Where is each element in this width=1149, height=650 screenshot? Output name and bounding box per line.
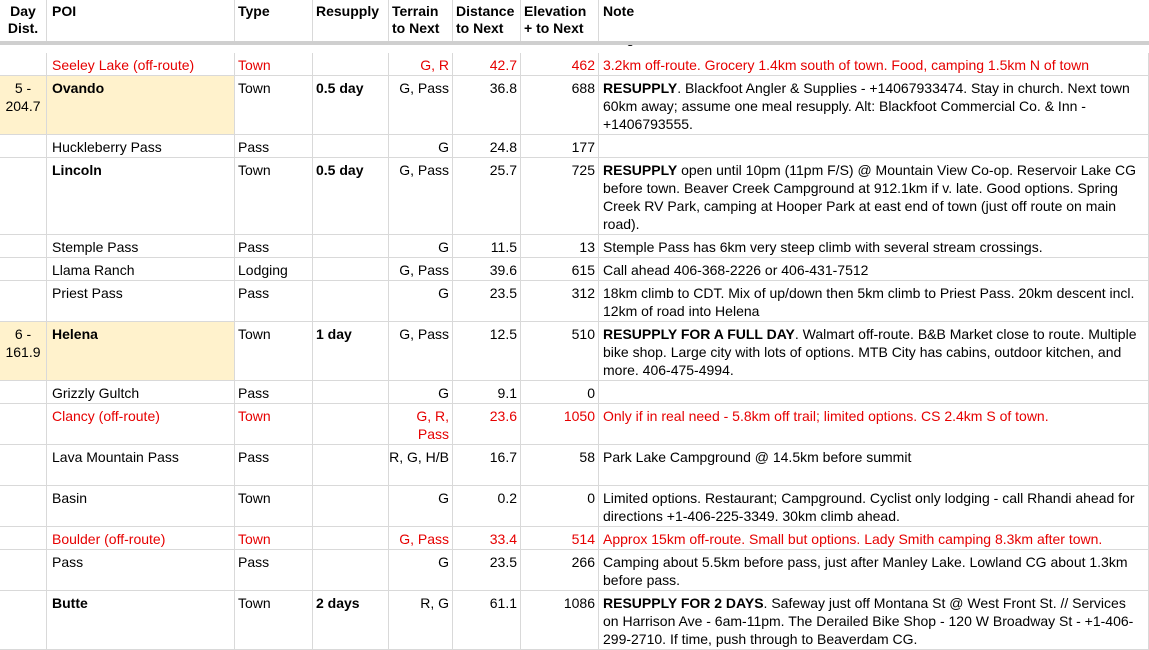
- cell-poi[interactable]: Llama Ranch: [47, 258, 235, 280]
- table-row: [0, 76, 1149, 135]
- cell-terrain[interactable]: G, Pass: [389, 322, 453, 380]
- cell-terrain[interactable]: G, Pass: [389, 258, 453, 280]
- cell-terrain[interactable]: G: [389, 486, 453, 526]
- cell-note[interactable]: [599, 322, 1149, 380]
- table-row: [0, 158, 1149, 235]
- cell-elevation[interactable]: 266: [521, 550, 599, 590]
- cell-elevation[interactable]: 58: [521, 445, 599, 485]
- cell-terrain[interactable]: G: [389, 235, 453, 257]
- cell-note[interactable]: [599, 486, 1149, 526]
- header-day-dist[interactable]: Day Dist.: [0, 0, 47, 41]
- note-text: open until 10pm (11pm F/S) @ Mountain View Co-op. Reservoir Lake CG before town. Beaver Creek Campground at 912.1km if v. late. Good options. Spring Creek RV Park, camping at Hooper Park at east end of town (just off route on main road).: [603, 162, 1136, 232]
- cell-day-dist[interactable]: [0, 550, 47, 590]
- cell-elevation[interactable]: 510: [521, 322, 599, 380]
- cell-resupply[interactable]: [313, 527, 389, 549]
- cell-resupply[interactable]: [313, 53, 389, 75]
- cell-note[interactable]: [599, 591, 1149, 649]
- cell-distance[interactable]: 23.6: [453, 404, 521, 444]
- cell-terrain[interactable]: G, Pass: [389, 527, 453, 549]
- cell-type[interactable]: Pass: [235, 235, 313, 257]
- header-resupply[interactable]: Resupply: [313, 0, 389, 41]
- note-bold-text: RESUPPLY FOR A FULL DAY: [603, 326, 795, 342]
- cell-type[interactable]: Pass: [235, 281, 313, 321]
- cell-poi[interactable]: Grizzly Gultch: [47, 381, 235, 403]
- cell-note[interactable]: [599, 235, 1149, 257]
- table-row: [0, 527, 1149, 550]
- cell-resupply[interactable]: [313, 381, 389, 403]
- cell-type[interactable]: Town: [235, 591, 313, 649]
- note-text: Camping about 5.5km before pass, just after Manley Lake. Lowland CG about 1.3km before pass.: [603, 554, 1128, 588]
- cell-poi[interactable]: Clancy (off-route): [47, 404, 235, 444]
- cell-distance[interactable]: 11.5: [453, 235, 521, 257]
- cell-day-dist[interactable]: [0, 527, 47, 549]
- cell-elevation[interactable]: 688: [521, 76, 599, 134]
- cell-poi[interactable]: Seeley Lake (off-route): [47, 53, 235, 75]
- note-bold-text: RESUPPLY: [603, 80, 678, 96]
- cell-terrain[interactable]: G: [389, 281, 453, 321]
- cell-elevation[interactable]: 462: [521, 53, 599, 75]
- table-row: [0, 258, 1149, 281]
- cell-distance[interactable]: 12.5: [453, 322, 521, 380]
- header-terrain[interactable]: Terrain to Next: [389, 0, 453, 41]
- cell-distance[interactable]: 33.4: [453, 527, 521, 549]
- cell-type[interactable]: Town: [235, 486, 313, 526]
- note-text: . Safeway just off Montana St @ West Front St. // Services on Harrison Ave - 6am-11pm. The Derailed Bike Shop - 120 W Broadway St - +1-406-299-2710. If time, push through to Beaverdam CG.: [603, 595, 1134, 647]
- header-elevation[interactable]: Elevation + to Next: [521, 0, 599, 41]
- note-text: 18km climb to CDT. Mix of up/down then 5km climb to Priest Pass. 20km descent incl. 12km of road into Helena: [603, 285, 1135, 319]
- cell-day-dist[interactable]: [0, 486, 47, 526]
- cell-terrain[interactable]: G: [389, 381, 453, 403]
- table-row: [0, 486, 1149, 527]
- cell-day-dist[interactable]: [0, 281, 47, 321]
- cell-poi[interactable]: Ovando: [47, 76, 235, 134]
- cell-elevation[interactable]: 312: [521, 281, 599, 321]
- cell-poi[interactable]: Stemple Pass: [47, 235, 235, 257]
- table-row: [0, 135, 1149, 158]
- note-text: . Walmart off-route. B&B Market close to route. Multiple bike shop. Large city with lots of options. MTB City has cabins, outdoor kitchen, and more. 406-475-4994.: [603, 326, 1137, 378]
- cell-note[interactable]: [599, 527, 1149, 549]
- cell-distance[interactable]: 0.2: [453, 486, 521, 526]
- table-row: [0, 322, 1149, 381]
- cell-note[interactable]: [599, 445, 1149, 485]
- note-text: Stemple Pass has 6km very steep climb with several stream crossings.: [603, 239, 1043, 255]
- table-row: [0, 591, 1149, 650]
- cell-day-dist[interactable]: [0, 381, 47, 403]
- cell-note[interactable]: [599, 135, 1149, 157]
- cell-distance[interactable]: 42.7: [453, 53, 521, 75]
- note-text: Only if in real need - 5.8km off trail; limited options. CS 2.4km S of town.: [603, 408, 1049, 424]
- cell-type[interactable]: Pass: [235, 445, 313, 485]
- cell-type[interactable]: Town: [235, 527, 313, 549]
- cell-terrain[interactable]: G, Pass: [389, 76, 453, 134]
- cell-terrain[interactable]: G: [389, 550, 453, 590]
- cell-note[interactable]: [599, 258, 1149, 280]
- cell-day-dist[interactable]: [0, 158, 47, 234]
- cell-day-dist[interactable]: [0, 591, 47, 649]
- note-bold-text: RESUPPLY FOR 2 DAYS: [603, 595, 764, 611]
- cell-day-dist[interactable]: 5 - 204.7: [0, 76, 47, 134]
- cell-poi[interactable]: Basin: [47, 486, 235, 526]
- header-note[interactable]: Note: [603, 3, 635, 19]
- cell-resupply[interactable]: [313, 258, 389, 280]
- note-text: . Blackfoot Angler & Supplies - +14067933474. Stay in church. Next town 60km away; assume one meal resupply. Alt: Blackfoot Commercial Co. & Inn - +1406793555.: [603, 80, 1130, 132]
- cell-poi[interactable]: Priest Pass: [47, 281, 235, 321]
- note-text: Park Lake Campground @ 14.5km before summit: [603, 449, 912, 465]
- table-row: [0, 445, 1149, 486]
- cell-type[interactable]: Pass: [235, 550, 313, 590]
- cell-terrain[interactable]: G, R, Pass: [389, 404, 453, 444]
- cell-terrain[interactable]: R, G, H/B: [389, 445, 453, 485]
- cell-note[interactable]: [599, 53, 1149, 75]
- cell-resupply[interactable]: [313, 281, 389, 321]
- note-bold-text: RESUPPLY: [603, 162, 678, 178]
- cell-elevation[interactable]: 1050: [521, 404, 599, 444]
- cell-elevation[interactable]: 0: [521, 486, 599, 526]
- note-text: Approx 15km off-route. Small but options. Lady Smith camping 8.3km after town.: [603, 531, 1103, 547]
- cell-poi[interactable]: Pass: [47, 550, 235, 590]
- cell-terrain[interactable]: R, G: [389, 591, 453, 649]
- header-poi[interactable]: POI: [47, 0, 235, 41]
- cell-resupply[interactable]: [313, 445, 389, 485]
- table-row: [0, 53, 1149, 76]
- cell-elevation[interactable]: 514: [521, 527, 599, 549]
- cell-resupply[interactable]: 1 day: [313, 322, 389, 380]
- cell-type[interactable]: Town: [235, 76, 313, 134]
- cell-distance[interactable]: 9.1: [453, 381, 521, 403]
- cell-elevation[interactable]: 0: [521, 381, 599, 403]
- cell-distance[interactable]: 61.1: [453, 591, 521, 649]
- cell-elevation[interactable]: 177: [521, 135, 599, 157]
- cell-resupply[interactable]: 2 days: [313, 591, 389, 649]
- note-text: 3.2km off-route. Grocery 1.4km south of town. Food, camping 1.5km N of town: [603, 57, 1090, 73]
- cell-day-dist[interactable]: [0, 258, 47, 280]
- cell-note[interactable]: [599, 404, 1149, 444]
- cell-resupply[interactable]: [313, 404, 389, 444]
- cell-poi[interactable]: Boulder (off-route): [47, 527, 235, 549]
- cell-resupply[interactable]: [313, 486, 389, 526]
- cell-distance[interactable]: 25.7: [453, 158, 521, 234]
- header-distance[interactable]: Distance to Next: [453, 0, 521, 41]
- cell-type[interactable]: Lodging: [235, 258, 313, 280]
- cell-day-dist[interactable]: [0, 404, 47, 444]
- cell-type[interactable]: Town: [235, 158, 313, 234]
- cell-type[interactable]: Pass: [235, 135, 313, 157]
- cell-day-dist[interactable]: [0, 135, 47, 157]
- table-row: [0, 381, 1149, 404]
- cell-note[interactable]: [599, 381, 1149, 403]
- cell-elevation[interactable]: 13: [521, 235, 599, 257]
- note-text: Call ahead 406-368-2226 or 406-431-7512: [603, 262, 869, 278]
- table-row: [0, 550, 1149, 591]
- cell-day-dist[interactable]: [0, 235, 47, 257]
- table-row: [0, 281, 1149, 322]
- cell-type[interactable]: Town: [235, 322, 313, 380]
- table-row: [0, 404, 1149, 445]
- cell-resupply[interactable]: [313, 550, 389, 590]
- cell-poi[interactable]: Lincoln: [47, 158, 235, 234]
- header-type[interactable]: Type: [235, 0, 313, 41]
- cell-distance[interactable]: 23.5: [453, 281, 521, 321]
- cell-note[interactable]: [599, 158, 1149, 234]
- cell-day-dist[interactable]: [0, 53, 47, 75]
- cell-distance[interactable]: 39.6: [453, 258, 521, 280]
- cell-type[interactable]: Town: [235, 53, 313, 75]
- cell-day-dist[interactable]: 6 - 161.9: [0, 322, 47, 380]
- cell-note[interactable]: [599, 281, 1149, 321]
- cell-distance[interactable]: 16.7: [453, 445, 521, 485]
- header-row: [0, 0, 1149, 42]
- cell-terrain[interactable]: G, Pass: [389, 158, 453, 234]
- cell-type[interactable]: Pass: [235, 381, 313, 403]
- cell-type[interactable]: Town: [235, 404, 313, 444]
- cell-distance[interactable]: 24.8: [453, 135, 521, 157]
- cell-elevation[interactable]: 725: [521, 158, 599, 234]
- cell-resupply[interactable]: [313, 235, 389, 257]
- cell-poi[interactable]: Helena: [47, 322, 235, 380]
- cell-note[interactable]: [599, 550, 1149, 590]
- cell-elevation[interactable]: 615: [521, 258, 599, 280]
- cell-terrain[interactable]: G: [389, 135, 453, 157]
- cell-distance[interactable]: 23.5: [453, 550, 521, 590]
- table-row: [0, 235, 1149, 258]
- cell-resupply[interactable]: [313, 135, 389, 157]
- cell-poi[interactable]: Butte: [47, 591, 235, 649]
- cell-distance[interactable]: 36.8: [453, 76, 521, 134]
- cell-poi[interactable]: Huckleberry Pass: [47, 135, 235, 157]
- cell-elevation[interactable]: 1086: [521, 591, 599, 649]
- cell-poi[interactable]: Lava Mountain Pass: [47, 445, 235, 485]
- cell-note[interactable]: [599, 76, 1149, 134]
- cell-resupply[interactable]: 0.5 day: [313, 76, 389, 134]
- cell-terrain[interactable]: G, R: [389, 53, 453, 75]
- cell-day-dist[interactable]: [0, 445, 47, 485]
- frozen-row-divider: [0, 41, 1149, 45]
- cell-resupply[interactable]: 0.5 day: [313, 158, 389, 234]
- note-text: Limited options. Restaurant; Campground. Cyclist only lodging - call Rhandi ahead for directions +1-406-225-3349. 30km climb ahead.: [603, 490, 1135, 524]
